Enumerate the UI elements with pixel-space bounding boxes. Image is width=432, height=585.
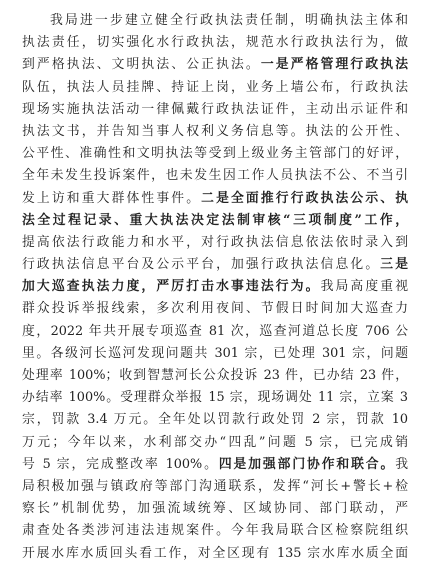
text-line [22,188,408,210]
text-line [22,321,408,343]
text-line [22,276,408,298]
text-segment: 我局进一步建立健全行政执法责任制，明确执法主体和 [50,13,408,28]
text-segment: 现场实施执法活动一律佩戴行政执法证件，主动出示证件和 [22,101,408,117]
text-line [22,99,408,121]
text-line [22,432,408,454]
text-segment: 处理率 100%；收到智慧河长公众投诉 23 件，已办结 23 件， [22,368,408,383]
text-segment: 宗，罚款 3.4 万元。全年处以罚款行政处罚 2 宗，罚款 10 [22,412,408,428]
text-segment: 提高依法行政能力和水平，对行政执法信息依法依时录入到 [22,234,408,250]
text-segment: 到严格执法、文明执法、公正执法。 [22,57,261,73]
text-segment: 万元；今年以来，水利部交办“四乱”问题 5 宗，已完成销 [22,434,408,450]
text-segment: 公平性、准确性和文明执法等受到上级业务主管部门的好评， [22,146,408,162]
text-line [22,210,408,232]
text-line [22,121,408,143]
text-segment: 号 5 宗，完成整改率 100%。 [22,456,219,472]
bold-text-segment: 三是 [380,257,408,273]
text-line [22,254,408,276]
text-line [22,454,408,476]
text-segment: 全年未发生投诉案件，也未发生因工作人员执法不公、不当引 [22,168,408,184]
text-segment: 里。各级河长巡河发现问题共 301 宗，已处理 301 宗，问题 [22,345,408,361]
text-line [22,143,408,165]
text-segment: 我 [395,456,408,472]
text-segment: 察长”机制优势，加强流域统筹、区域协同、部门联动，严 [22,501,408,517]
text-segment: 办结率 100%。受理群众举报 15 宗，现场调处 11 宗，立案 3 [22,390,408,406]
text-line [22,77,408,99]
bold-text-segment: 二是全面推行行政执法公示、执 [201,190,408,206]
text-line [22,343,408,365]
bold-text-segment: 四是加强部门协作和联合。 [218,456,396,472]
text-line [22,498,408,520]
text-line [22,387,408,409]
text-line [22,409,408,431]
text-line [22,543,408,565]
bold-text-segment: 法全过程记录、重大执法决定法制审核“三项制度”工作， [22,212,408,228]
text-line [22,520,408,542]
text-line [22,54,408,76]
text-line [22,298,408,320]
text-segment: 度，2022 年共开展专项巡查 81 次，巡查河道总长度 706 公 [22,323,408,339]
text-line [22,10,408,32]
text-segment: 执法文书，并告知当事人权利义务信息等。执法的公开性、 [22,123,408,139]
text-segment: 局积极加强与镇政府等部门沟通联系，发挥“河长+警长+检 [22,478,408,494]
text-segment: 队伍，执法人员挂牌、持证上岗，业务上墙公布，行政执法 [22,79,408,95]
text-segment: 群众投诉举报线索，多次利用夜间、节假日时间加大巡查力 [22,301,408,317]
bold-text-segment: 加大巡查执法力度，严厉打击水事违法行为。 [22,279,321,295]
text-segment: 行政执法信息平台及公示平台，加强行政执法信息化。 [22,257,381,273]
text-segment: 发上访和重大群体性事件。 [22,190,202,206]
text-line [22,365,408,387]
text-line [22,476,408,498]
text-segment: 开展水库水质回头看工作，对全区现有 135 宗水库水质全面 [22,545,408,561]
text-line [22,232,408,254]
text-line [22,165,408,187]
text-segment: 肃查处各类涉河违法违规案件。今年我局联合区检察院组织 [22,523,408,539]
bold-text-segment: 一是严格管理行政执法 [260,57,408,73]
text-line [22,32,408,54]
text-segment: 我局高度重视 [320,279,408,295]
text-segment: 执法责任，切实强化水行政执法，规范水行政执法行为，做 [22,35,408,51]
